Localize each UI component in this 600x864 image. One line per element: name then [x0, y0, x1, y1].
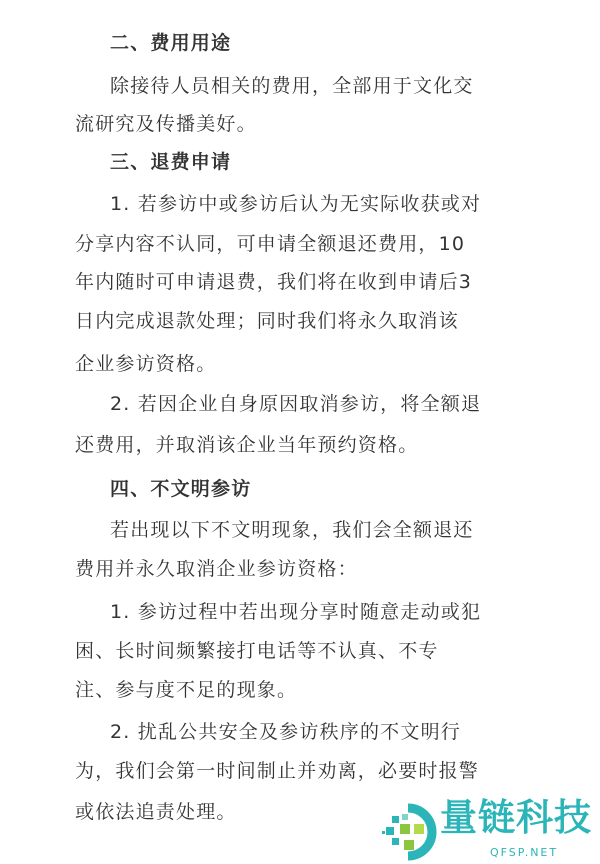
- section-heading: 四、不文明参访: [110, 478, 252, 500]
- paragraph-line: 1. 参访过程中若出现分享时随意走动或犯: [110, 601, 482, 623]
- paragraph-line: 为，我们会第一时间制止并劝离，必要时报警: [75, 760, 480, 782]
- paragraph-line: 除接待人员相关的费用，全部用于文化交: [110, 75, 474, 97]
- paragraph-line: 企业参访资格。: [75, 353, 217, 375]
- paragraph-line: 日内完成退款处理；同时我们将永久取消该: [75, 310, 459, 332]
- paragraph-line: 1. 若参访中或参访后认为无实际收获或对: [110, 193, 482, 215]
- paragraph-line: 注、参与度不足的现象。: [75, 679, 298, 701]
- paragraph-line: 分享内容不认同，可申请全额退还费用，10: [75, 233, 466, 255]
- paragraph-line: 年内随时可申请退费，我们将在收到申请后3: [75, 271, 473, 293]
- paragraph-line: 2. 若因企业自身原因取消参访，将全额退: [110, 393, 482, 415]
- logo-icon: [378, 800, 438, 864]
- section-heading: 三、退费申请: [110, 151, 232, 173]
- section-heading: 二、费用用途: [110, 32, 232, 54]
- paragraph-line: 困、长时间频繁接打电话等不认真、不专: [75, 640, 439, 662]
- paragraph-line: 2. 扰乱公共安全及参访秩序的不文明行: [110, 721, 461, 743]
- paragraph-line: 或依法追责处理。: [75, 801, 237, 823]
- paragraph-line: 还费用，并取消该企业当年预约资格。: [75, 434, 419, 456]
- paragraph-line: 费用并永久取消企业参访资格：: [75, 558, 358, 580]
- watermark-logo: [378, 798, 600, 864]
- watermark-name: 量链科技: [440, 796, 592, 839]
- paragraph-line: 若出现以下不文明现象，我们会全额退还: [110, 519, 474, 541]
- watermark-site: QFSP.NET: [490, 846, 559, 859]
- paragraph-line: 流研究及传播美好。: [75, 113, 257, 135]
